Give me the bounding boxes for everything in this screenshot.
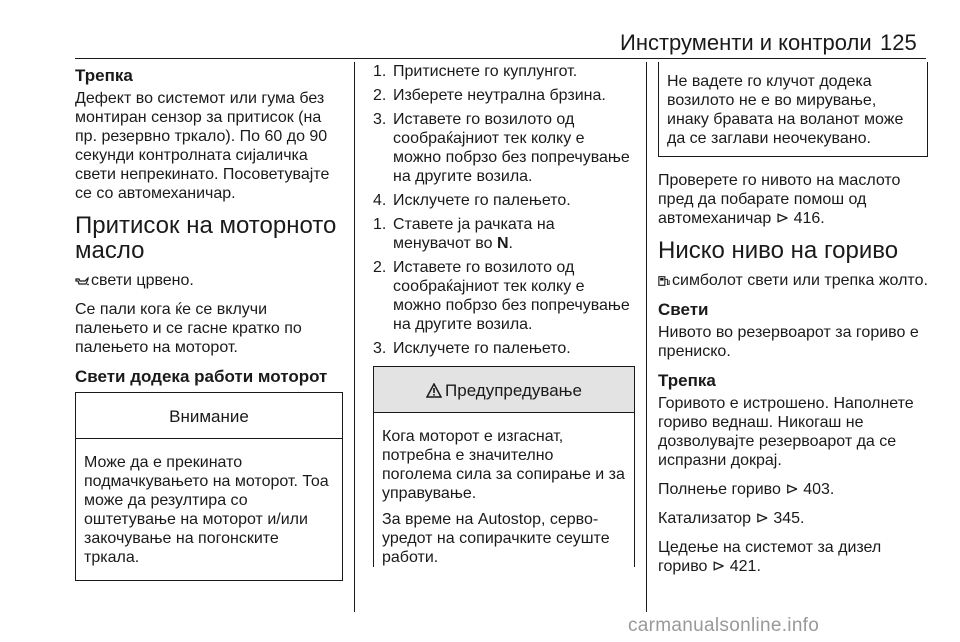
paragraph-empty: Горивото е истрошено. Наполнете гориво веднаш. Никогаш не дозволувајте резервоарот да се испразни докрај. (658, 395, 914, 469)
column-1 (75, 62, 343, 581)
watermark: carmanualsonline.info (628, 615, 820, 636)
fuel-pump-icon (658, 275, 670, 287)
gear-neutral-symbol: N (496, 235, 509, 252)
page-ref-416[interactable]: 416. (793, 210, 825, 227)
steps-list-b (373, 215, 635, 358)
heading-low-fuel: Ниско ниво на гориво (658, 237, 899, 264)
page-ref-421[interactable]: 421. (729, 558, 761, 575)
list-item: 2. Изберете неутрална брзина. (373, 87, 606, 104)
paragraph-reserve: Нивото во резервоарот за гориво е прениско. (658, 324, 919, 360)
column-3 (658, 62, 928, 586)
column-2 (373, 62, 635, 574)
paragraph-check-oil: Проверете го нивото на маслото пред да побарате помош од автомеханичар ⊳ 416. (658, 172, 901, 227)
paragraph-oil-desc: Се пали кога ќе се вклучи палењето и се гасне кратко по палењето на моторот. (75, 301, 302, 356)
arrow-ref-icon: ⊳ (711, 558, 726, 575)
page-ref-403[interactable]: 403. (803, 481, 835, 498)
heading-trepka-fuel: Трепка (658, 371, 716, 390)
list-item: 2. Иставете го возилото од сообраќајниот тек колку е можно побрзо без попречување на другите возила. (373, 259, 630, 333)
arrow-ref-icon: ⊳ (755, 510, 769, 527)
warning-triangle-icon (426, 383, 442, 398)
warning-text-2: За време на Autostop, серво-уредот на сопирачките сеуште работи. (382, 511, 610, 566)
column-separator-2 (646, 62, 647, 612)
note-text: Не вадете го клучот додека возилото не е во мирување, инаку бравата на воланот може да се заглави неочекувано. (667, 73, 904, 147)
notice-title: Внимание (76, 393, 342, 439)
paragraph-oil-red: свети црвено. (75, 271, 343, 290)
heading-trepka: Трепка (75, 66, 133, 85)
oil-can-icon (75, 276, 89, 286)
column-separator-1 (354, 62, 355, 612)
paragraph-refuel: Полнење гориво ⊳ 403. (658, 481, 835, 498)
warning-box (373, 366, 635, 567)
warning-text-1: Кога моторот е изгаснат, потребна е значително поголема сила за сопирање и за управување. (382, 428, 625, 502)
notice-box (75, 392, 343, 581)
arrow-ref-icon: ⊳ (785, 481, 799, 498)
arrow-ref-icon: ⊳ (775, 210, 790, 227)
warning-title: Предупредување (374, 367, 634, 413)
heading-sveti: Свети (658, 300, 709, 319)
paragraph-diesel: Цедење на системот за дизел гориво ⊳ 421. (658, 539, 882, 575)
paragraph-catalyst: Катализатор ⊳ 345. (658, 510, 805, 527)
notice-body: Може да е прекинато подмачкувањето на моторот. Тоа може да резултира со оштетување на моторот и/или закочување на погонските тркала. (84, 454, 329, 566)
list-item: 1. Ставете ја рачката на менувачот во N. (373, 216, 555, 252)
note-box (658, 62, 928, 157)
heading-running: Свети додека работи моторот (75, 367, 328, 386)
heading-oil-pressure: Притисок на моторното масло (75, 212, 337, 264)
paragraph-defect: Дефект во системот или гума без монтиран сензор за притисок (на пр. резервно тркало). По 60 до 90 секунди контролната сијаличка свети непрекинато. Посоветувајте се со автомеханичар. (75, 90, 330, 202)
page-ref-345[interactable]: 345. (773, 510, 805, 527)
list-item: 1. Притиснете го куплунгот. (373, 63, 578, 80)
list-item: 4. Исклучете го палењето. (373, 192, 571, 209)
header-rule (75, 58, 926, 59)
header-title: Инструменти и контроли (620, 30, 872, 55)
paragraph-fuel-symbol: симболот свети или трепка жолто. (658, 271, 928, 290)
list-item: 3. Иставете го возилото од сообраќајниот тек колку е можно побрзо без попречување на другите возила. (373, 111, 630, 185)
page-number: 125 (880, 30, 917, 55)
list-item: 3. Исклучете го палењето. (373, 340, 571, 357)
steps-list-a (373, 62, 635, 210)
